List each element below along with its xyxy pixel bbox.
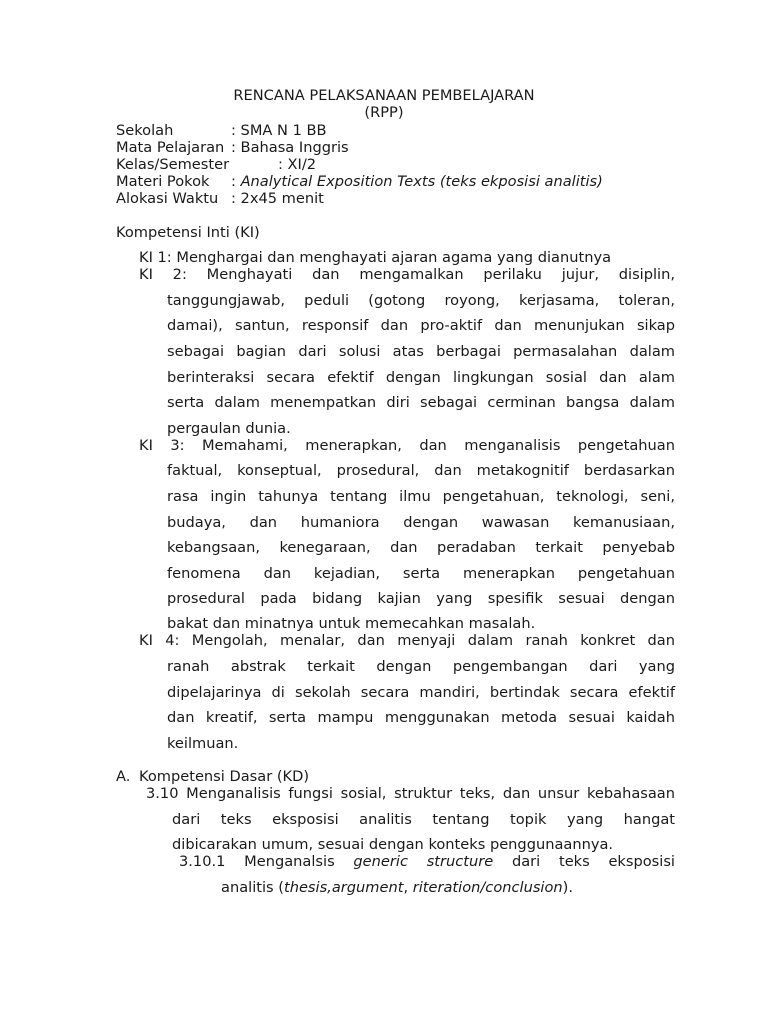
ki2-line: serta dalam menempatkan diri sebagai cerminan bangsa dalam <box>167 394 675 411</box>
mapel-label: Mata Pelajaran <box>116 139 225 156</box>
ki3-line: fenomena dan kejadian, serta menerapkan pengetahuan <box>167 565 675 582</box>
indicator-3-10-1-line2 <box>221 879 573 896</box>
ki2-line: KI 2: Menghayati dan mengamalkan perilaku jujur, disiplin, <box>139 266 675 283</box>
materi-value-prefix: : <box>231 173 241 190</box>
document-subtitle: (RPP) <box>364 104 404 121</box>
materi-label: Materi Pokok <box>116 173 210 190</box>
ki4-line: dipelajarinya di sekolah secara mandiri, bertindak secara efektif <box>167 684 675 701</box>
ki3-line: budaya, dan humaniora dengan wawasan kemanusiaan, <box>167 514 675 531</box>
alokasi-label: Alokasi Waktu <box>116 190 219 207</box>
materi-value <box>231 173 603 190</box>
ki2-line: pergaulan dunia. <box>167 420 291 437</box>
ki4-line: ranah abstrak terkait dengan pengembangan dari yang <box>167 658 675 675</box>
kd310-line: 3.10 Menganalisis fungsi sosial, struktur teks, dan unsur kebahasaan <box>146 785 675 802</box>
ki4-line: dan kreatif, serta mampu menggunakan metoda sesuai kaidah <box>167 709 675 726</box>
ki3-line: kebangsaan, kenegaraan, dan peradaban terkait penyebab <box>167 539 675 556</box>
materi-value-text: Analytical Exposition Texts (teks ekposisi analitis) <box>240 173 603 190</box>
alokasi-value: : 2x45 menit <box>231 190 324 207</box>
indicator-italic: generic structure <box>353 853 494 870</box>
sekolah-value: : SMA N 1 BB <box>231 122 327 139</box>
sekolah-label: Sekolah <box>116 122 174 139</box>
indicator2-italic-1: thesis,argument <box>283 879 404 896</box>
kd310-line: dibicarakan umum, sesuai dengan konteks penggunaannya. <box>172 836 614 853</box>
ki2-line: sebagai bagian dari solusi atas berbagai permasalahan dalam <box>167 343 675 360</box>
ki4-line: keilmuan. <box>167 735 239 752</box>
ki3-line: rasa ingin tahunya tentang ilmu pengetahuan, teknologi, seni, <box>167 488 675 505</box>
document-title: RENCANA PELAKSANAAN PEMBELAJARAN <box>233 87 535 104</box>
indicator2-prefix: analitis ( <box>221 879 284 896</box>
kelas-label: Kelas/Semester <box>116 156 230 173</box>
kd310-line: dari teks eksposisi analitis tentang topik yang hangat <box>172 811 675 828</box>
ki3-line: KI 3: Memahami, menerapkan, dan menganalisis pengetahuan <box>139 437 675 454</box>
ki2-line: berinteraksi secara efektif dengan lingkungan sosial dan alam <box>167 369 675 386</box>
ki3-line: faktual, konseptual, prosedural, dan metakognitif berdasarkan <box>167 462 675 479</box>
indicator2-italic-2: riteration/conclusion <box>412 879 563 896</box>
indicator-suffix: dari teks eksposisi <box>493 853 675 870</box>
ki-heading: Kompetensi Inti (KI) <box>116 224 260 241</box>
ki4-line: KI 4: Mengolah, menalar, dan menyaji dalam ranah konkret dan <box>139 632 675 649</box>
indicator-prefix: 3.10.1 Menganalsis <box>179 853 354 870</box>
ki3-line: prosedural pada bidang kajian yang spesifik sesuai dengan <box>167 590 675 607</box>
indicator2-suffix: ). <box>562 879 574 896</box>
ki2-line: damai), santun, responsif dan pro-aktif dan menunjukan sikap <box>167 317 675 334</box>
ki1-text: KI 1: Menghargai dan menghayati ajaran agama yang dianutnya <box>139 249 612 266</box>
ki2-line: tanggungjawab, peduli (gotong royong, kerjasama, toleran, <box>167 292 675 309</box>
indicator2-sep: , <box>403 879 413 896</box>
kd-heading: Kompetensi Dasar (KD) <box>139 768 310 785</box>
kd-letter: A. <box>116 768 131 785</box>
kelas-value: : XI/2 <box>278 156 317 173</box>
ki3-line: bakat dan minatnya untuk memecahkan masalah. <box>167 615 536 632</box>
indicator-3-10-1-line1 <box>179 853 675 870</box>
mapel-value: : Bahasa Inggris <box>231 139 349 156</box>
